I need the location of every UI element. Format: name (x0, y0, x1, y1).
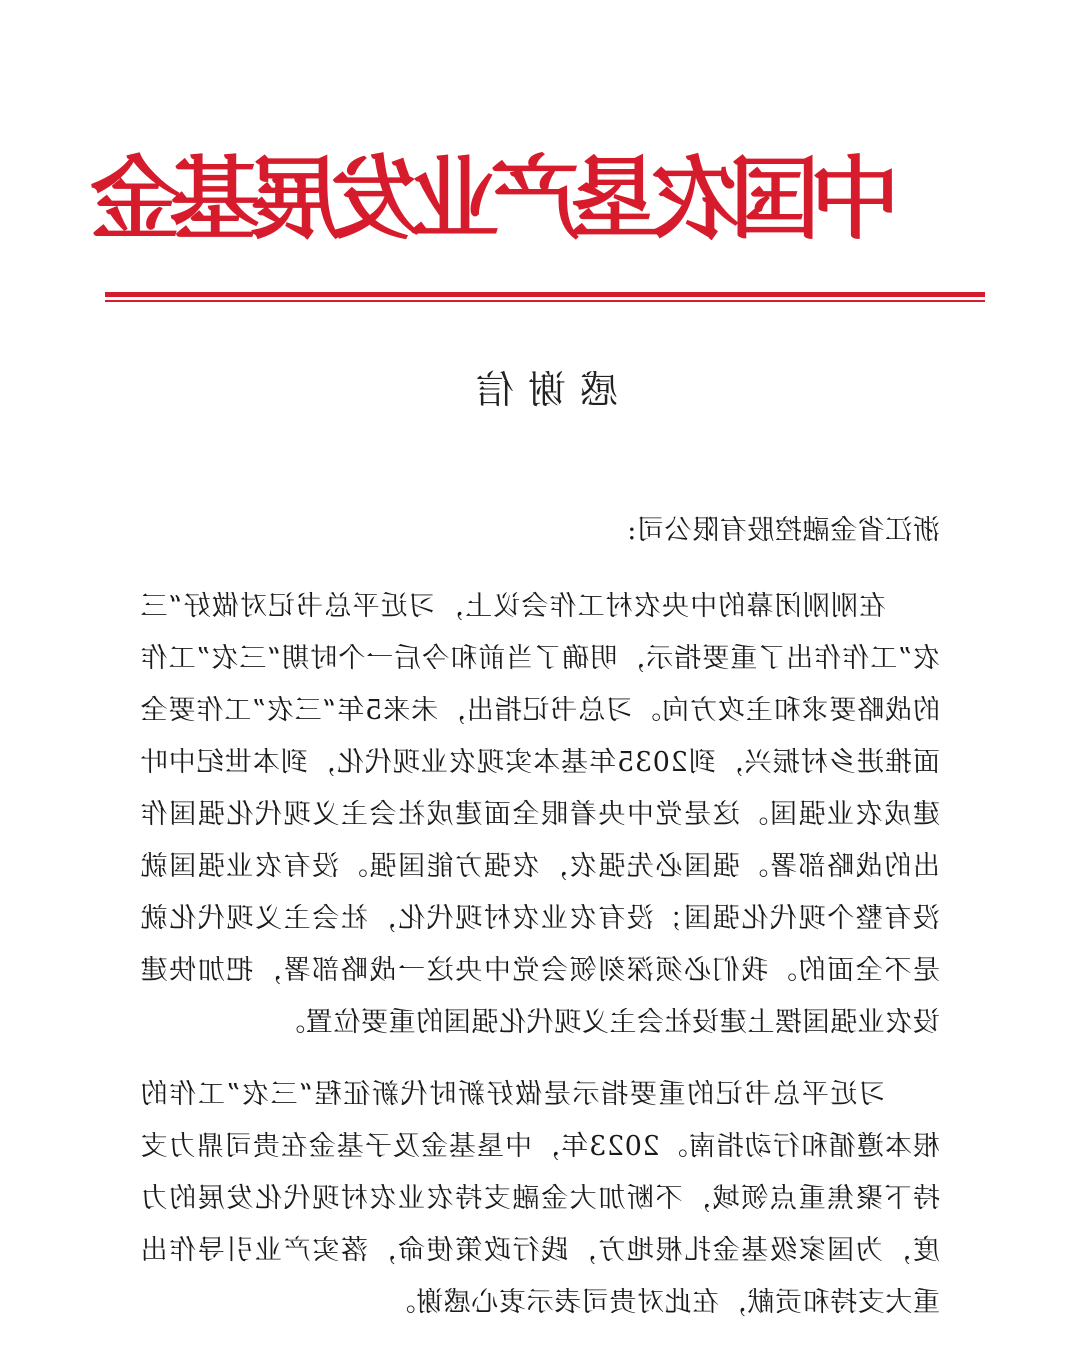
letter-body (140, 505, 940, 1349)
paragraph-2: 习近平总书记的重要指示是做好新时代新征程“三农”工作的根本遵循和行动指南。2023年，中垦基金及子基金在贵司鼎力支持下聚焦重点领域，不断加大金融支持农业农村现代化发展的力度，为国家级基金扎根地方，践行政策使命，落实产业引导作出重大支持和贡献，在此对贵司表示衷心感谢。 (140, 1079, 940, 1318)
salutation: 浙江省金融控股有限公司: (626, 515, 940, 546)
paragraph-1: 在刚刚闭幕的中央农村工作会议上，习近平总书记对做好“三农”工作作出了重要指示，明确了当前和今后一个时期“三农”工作的战略要求和主攻方向。习总书记指出，未来5年“三农”工作要全面推进乡村振兴，到2035年基本实现农业现代化，到本世纪中叶建成农业强国。这是党中央着眼全面建成社会主义现代化强国作出的战略部署。强国必先强农，农强方能国强。没有农业强国就没有整个现代化强国；没有农业农村现代化，社会主义现代化就是不全面的。我们必须深刻领会党中央这一战略部署，把加快建设农业强国摆上建设社会主义现代化强国的重要位置。 (140, 591, 940, 1038)
letterhead-red-rule-thin (105, 300, 985, 302)
letterhead-organization-name: 中国农垦产业发展基金 (100, 147, 900, 252)
document-title: 感谢信 (462, 368, 619, 412)
letterhead-red-rule (105, 292, 985, 297)
